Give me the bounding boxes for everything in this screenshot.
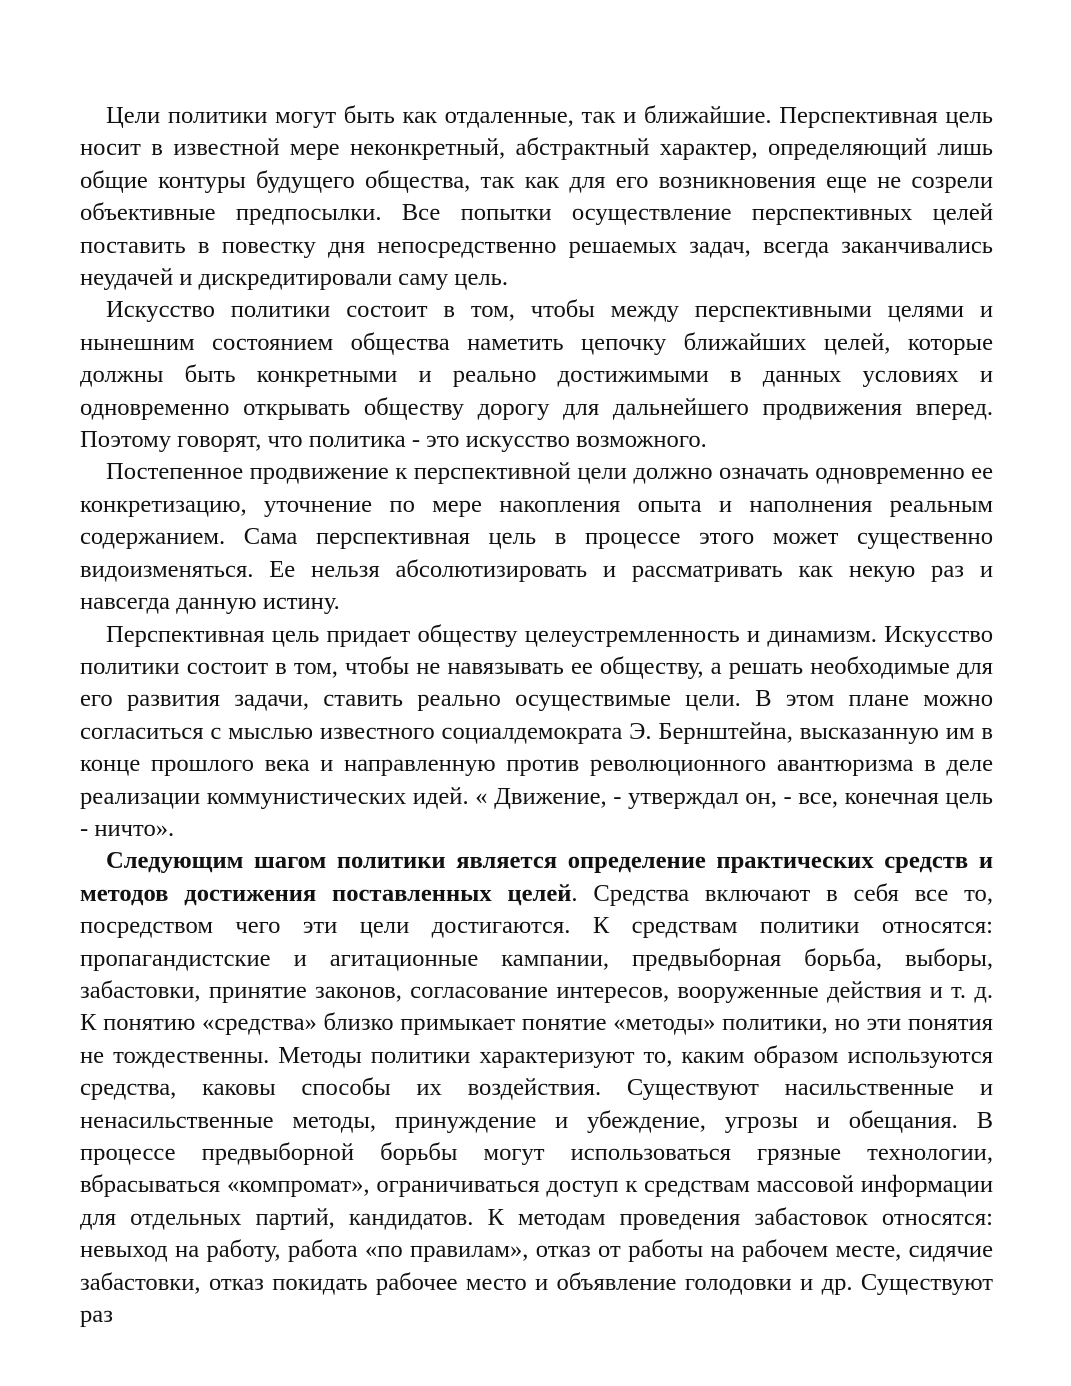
paragraph-art-of-politics: Искусство политики состоит в том, чтобы между перспективными целями и нынешним состоянием общества наметить цепочку ближайших целей, которые должны быть конкретными и реально достижимыми в данных условиях и одновременно открывать обществу дорогу для дальнейшего продвижения вперед. Поэтому говорят, что политика - это искусство возможного. bbox=[80, 296, 993, 454]
paragraph-means-and-methods bbox=[80, 845, 993, 1331]
paragraph-goals: Цели политики могут быть как отдаленные, так и ближайшие. Перспективная цель носит в известной мере неконкретный, абстрактный характер, определяющий лишь общие контуры будущего общества, так как для его возникновения еще не созрели объективные предпосылки. Все попытки осуществление перспективных целей поставить в повестку дня непосредственно решаемых задач, всегда заканчивались неудачей и дискредитировали саму цель. bbox=[80, 102, 993, 292]
paragraph-gradual-progress: Постепенное продвижение к перспективной цели должно означать одновременно ее конкретизацию, уточнение по мере накопления опыта и наполнения реальным содержанием. Сама перспективная цель в процессе этого может существенно видоизменяться. Ее нельзя абсолютизировать и рассматривать как некую раз и навсегда данную истину. bbox=[80, 458, 993, 616]
paragraph-body-text: . Средства включают в себя все то, посредством чего эти цели достигаются. К средствам политики относятся: пропагандистские и агитационные кампании, предвыборная борьба, выборы, забастовки, принятие законов, согласование интересов, вооруженные действия и т. д. К понятию «средства» близко примыкает понятие «методы» политики, но эти понятия не тождественны. Методы политики характеризуют то, каким образом используются средства, каковы способы их воздействия. Существуют насильственные и ненасильственные методы, принуждение и убеждение, угрозы и обещания. В процессе предвыборной борьбы могут использоваться грязные технологии, вбрасываться «компромат», ограничиваться доступ к средствам массовой информации для отдельных партий, кандидатов. К методам проведения забастовок относятся: невыход на работу, работа «по правилам», отказ от работы на рабочем месте, сидячие забастовки, отказ покидать рабочее место и объявление голодовки и др. Существуют раз bbox=[80, 879, 993, 1329]
paragraph-lead-bold: Следующим шагом политики является определение практических средств и методов достижения поставленных целей bbox=[80, 847, 993, 907]
paragraph-perspective-goal: Перспективная цель придает обществу целеустремленность и динамизм. Искусство политики состоит в том, чтобы не навязывать ее обществу, а решать необходимые для его развития задачи, ставить реально осуществимые цели. В этом плане можно согласиться с мыслью известного социалдемократа Э. Бернштейна, высказанную им в конце прошлого века и направленную против революционного авантюризма в деле реализации коммунистических идей. « Движение, - утверждал он, - все, конечная цель - ничто». bbox=[80, 620, 993, 842]
